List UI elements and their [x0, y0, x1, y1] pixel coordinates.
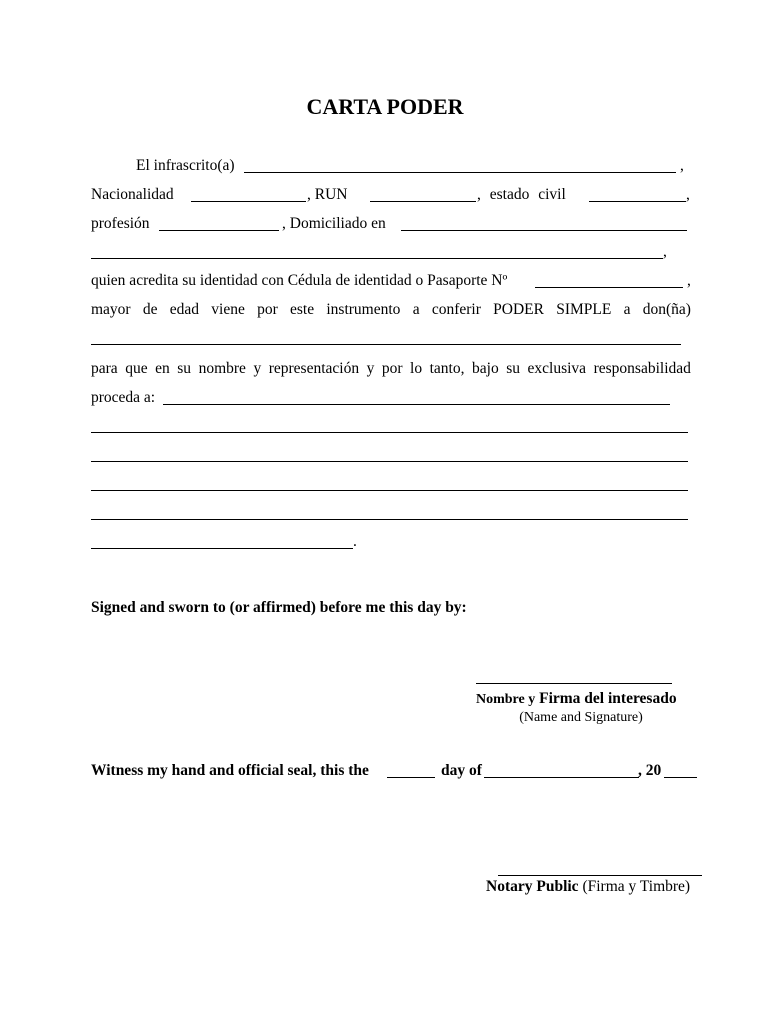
- para-word: y: [366, 360, 375, 377]
- infrascrito-field[interactable]: [244, 172, 676, 173]
- para-word: por: [381, 360, 403, 377]
- estado-civil-field[interactable]: [589, 201, 686, 202]
- mayor-word: a: [412, 301, 420, 318]
- run-field[interactable]: [370, 201, 476, 202]
- para-word: exclusiva: [527, 360, 587, 377]
- notary-caption: [486, 878, 690, 896]
- day-of-label: day of: [441, 762, 482, 779]
- proceda-field-line-5[interactable]: [91, 519, 688, 520]
- proceda-label: proceda a:: [91, 389, 156, 406]
- estado-civil-label: , estado civil: [477, 186, 566, 203]
- line4-comma: ,: [663, 243, 667, 260]
- mayor-word: mayor: [91, 301, 131, 318]
- mayor-word: SIMPLE: [556, 301, 612, 318]
- proceda-field[interactable]: [163, 404, 670, 405]
- para-word: bajo: [472, 360, 499, 377]
- mayor-word: don(ña): [642, 301, 691, 318]
- para-word: tanto,: [429, 360, 465, 377]
- interesado-signature-line[interactable]: [476, 683, 672, 684]
- mayor-word: edad: [169, 301, 200, 318]
- mayor-word: a: [623, 301, 631, 318]
- para-word: lo: [410, 360, 423, 377]
- profesion-field[interactable]: [159, 230, 279, 231]
- line2-comma: ,: [686, 186, 690, 203]
- firma-interesado-label: Firma del interesado: [539, 690, 677, 707]
- nacionalidad-field[interactable]: [191, 201, 306, 202]
- para-word: su: [177, 360, 192, 377]
- proceda-field-line-2[interactable]: [91, 432, 688, 433]
- notary-label: Notary Public: [486, 878, 579, 895]
- nacionalidad-label: Nacionalidad: [91, 186, 174, 203]
- witness-text: Witness my hand and official seal, this the: [91, 762, 369, 779]
- mayor-word: este: [290, 301, 315, 318]
- mayor-word: conferir: [431, 301, 481, 318]
- acredita-text: quien acredita su identidad con Cédula de identidad o Pasaporte Nº: [91, 272, 508, 289]
- para-word: que: [125, 360, 148, 377]
- mayor-de-edad-text: [91, 301, 691, 319]
- run-label: , RUN: [307, 186, 348, 203]
- mayor-word: PODER: [493, 301, 544, 318]
- nombre-firma-label: [476, 690, 677, 709]
- mayor-word: por: [257, 301, 278, 318]
- name-signature-caption: (Name and Signature): [519, 710, 643, 725]
- proceda-field-line-3[interactable]: [91, 461, 688, 462]
- nombre-prefix: Nombre y: [476, 692, 536, 707]
- line5-comma: ,: [687, 272, 691, 289]
- mayor-word: de: [142, 301, 158, 318]
- para-word: y: [253, 360, 262, 377]
- mayor-word: instrumento: [326, 301, 401, 318]
- final-period: .: [353, 533, 357, 550]
- notary-signature-line[interactable]: [498, 875, 702, 876]
- notary-sub: (Firma y Timbre): [582, 878, 691, 895]
- year-field[interactable]: [664, 777, 697, 778]
- para-word: en: [155, 360, 170, 377]
- pasaporte-field[interactable]: [535, 287, 683, 288]
- domicilio-field-continued[interactable]: [91, 258, 663, 259]
- month-field[interactable]: [484, 777, 639, 778]
- para-word: su: [506, 360, 521, 377]
- proceda-field-line-4[interactable]: [91, 490, 688, 491]
- year-prefix: , 20: [638, 762, 662, 779]
- sworn-statement: Signed and sworn to (or affirmed) before me this day by:: [91, 599, 467, 616]
- infrascrito-label: El infrascrito(a): [136, 157, 235, 174]
- para-word: nombre: [198, 360, 246, 377]
- mayor-word: viene: [211, 301, 245, 318]
- line1-comma: ,: [680, 157, 684, 174]
- day-field[interactable]: [387, 777, 435, 778]
- profesion-label: profesión: [91, 215, 150, 232]
- domiciliado-label: , Domiciliado en: [282, 215, 386, 232]
- para-que-text: [91, 360, 691, 378]
- para-word: para: [91, 360, 118, 377]
- para-word: representación: [268, 360, 360, 377]
- proceda-field-line-6[interactable]: [91, 548, 353, 549]
- domicilio-field[interactable]: [401, 230, 687, 231]
- para-word: responsabilidad: [593, 360, 691, 377]
- apoderado-field[interactable]: [91, 344, 681, 345]
- page-title: CARTA PODER: [306, 94, 464, 119]
